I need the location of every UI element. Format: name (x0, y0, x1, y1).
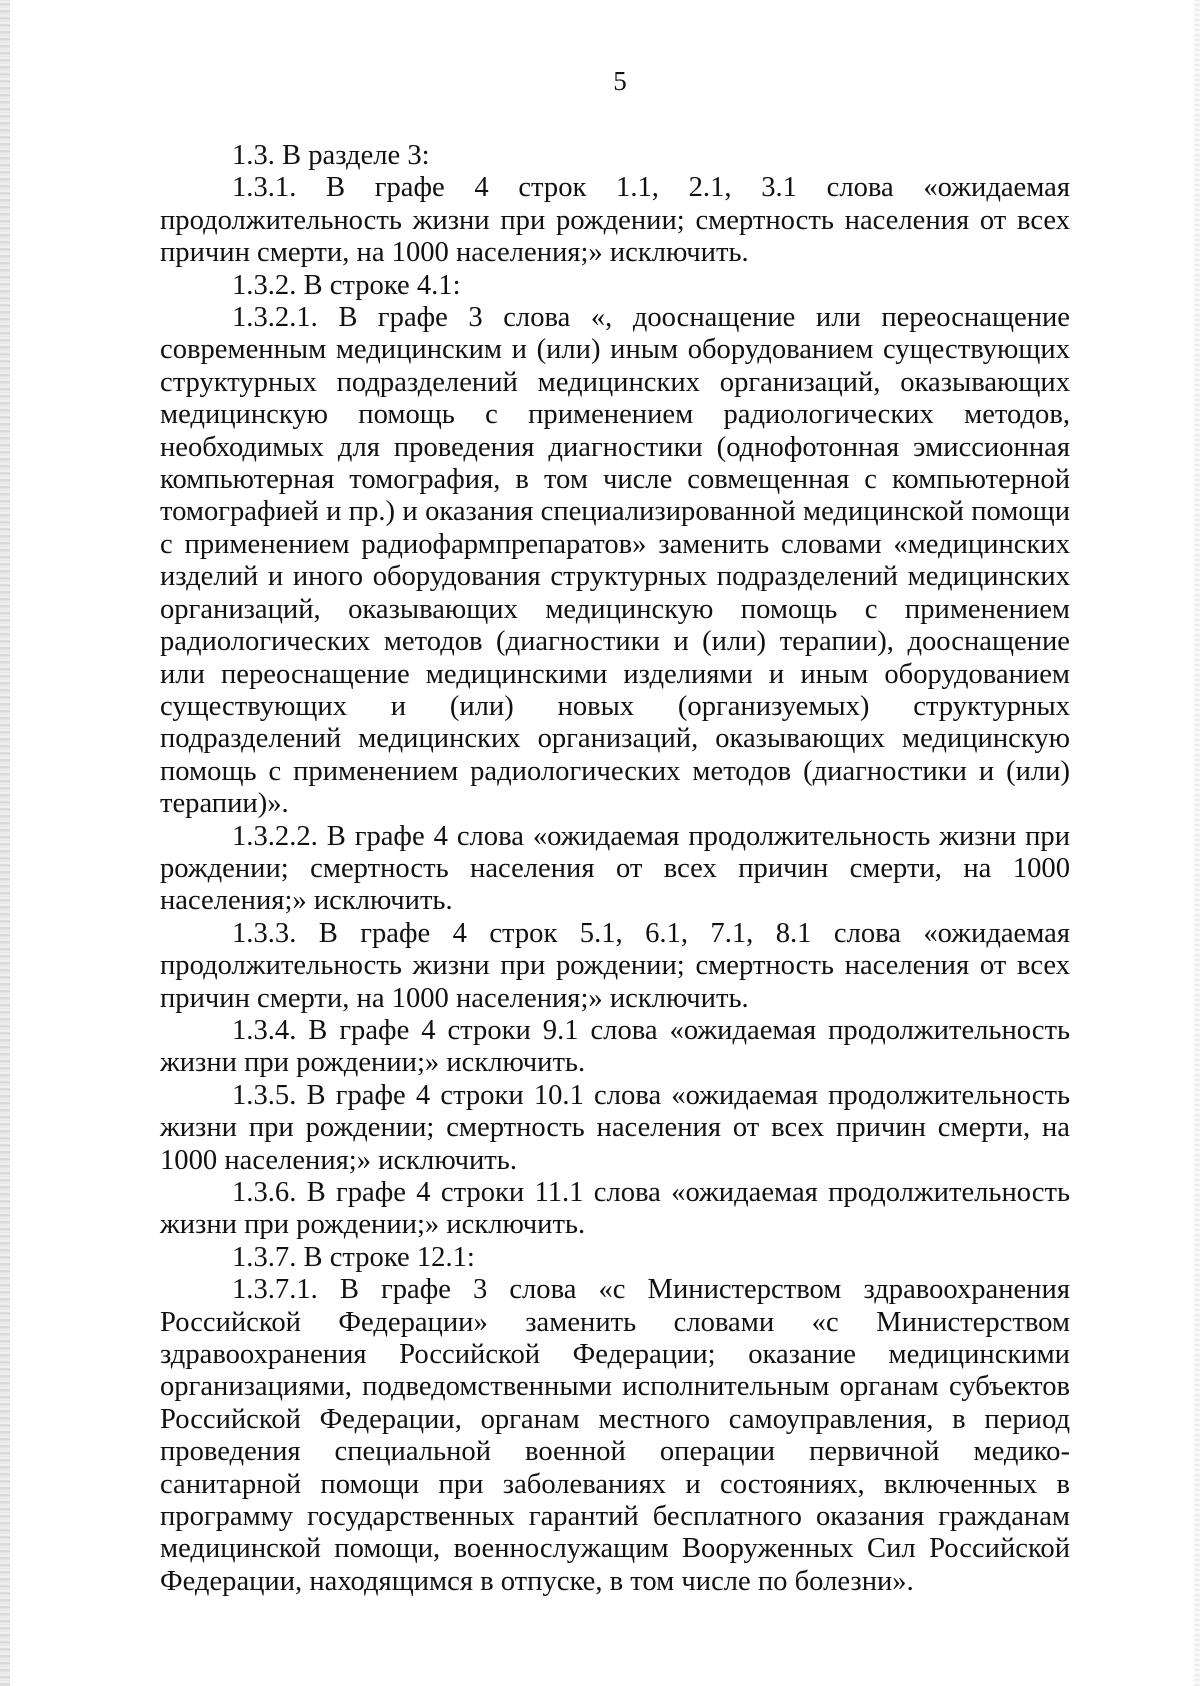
paragraph-1-3-2-1: 1.3.2.1. В графе 3 слова «, дооснащение или переоснащение современным медицинским и (или) иным оборудованием существующих структурных подразделений медицинских организаций, оказывающих медицинскую помощь с применением радиологических методов, необходимых для проведения диагностики (однофотонная эмиссионная компьютерная томография, в том числе совмещенная с компьютерной томографией и пр.) и оказания специализированной медицинской помощи с применением радиофармпрепаратов» заменить словами «медицинских изделий и иного оборудования структурных подразделений медицинских организаций, оказывающих медицинскую помощь с применением радиологических методов (диагностики и (или) терапии), дооснащение или переоснащение медицинскими изделиями и иным оборудованием существующих и (или) новых (организуемых) структурных подразделений медицинских организаций, оказывающих медицинскую помощь с применением радиологических методов (диагностики и (или) терапии)». (160, 302, 1070, 820)
paragraph-1-3-7-1: 1.3.7.1. В графе 3 слова «с Министерством здравоохранения Российской Федерации» заменить словами «с Министерством здравоохранения Российской Федерации; оказание медицинскими организациями, подведомственными исполнительным органам субъектов Российской Федерации, органам местного самоуправления, в период проведения специальной военной операции первичной медико-санитарной помощи при заболеваниях и состояниях, включенных в программу государственных гарантий бесплатного оказания гражданам медицинской помощи, военнослужащим Вооруженных Сил Российской Федерации, находящимся в отпуске, в том числе по болезни». (160, 1274, 1070, 1597)
scan-left-edge (0, 0, 10, 1686)
paragraph-1-3-1: 1.3.1. В графе 4 строк 1.1, 2.1, 3.1 слова «ожидаемая продолжительность жизни при рождении; смертность населения от всех причин смерти, на 1000 населения;» исключить. (160, 172, 1070, 269)
paragraph-1-3-4: 1.3.4. В графе 4 строки 9.1 слова «ожидаемая продолжительность жизни при рождении;» исключить. (160, 1014, 1070, 1079)
page-number: 5 (613, 66, 627, 96)
paragraph-1-3: 1.3. В разделе 3: (232, 140, 430, 171)
paragraph-1-3-7: 1.3.7. В строке 12.1: (232, 1241, 475, 1273)
document-body (160, 140, 1070, 1598)
scan-right-edge (1194, 0, 1200, 1686)
paragraph-1-3-5: 1.3.5. В графе 4 строки 10.1 слова «ожидаемая продолжительность жизни при рождении; смертность населения от всех причин смерти, на 1000 населения;» исключить. (160, 1079, 1070, 1176)
paragraph-1-3-2: 1.3.2. В строке 4.1: (232, 269, 461, 301)
paragraph-1-3-2-2: 1.3.2.2. В графе 4 слова «ожидаемая продолжительность жизни при рождении; смертность населения от всех причин смерти, на 1000 населения;» исключить. (160, 820, 1070, 917)
paragraph-1-3-6: 1.3.6. В графе 4 строки 11.1 слова «ожидаемая продолжительность жизни при рождении;» исключить. (160, 1177, 1070, 1241)
paragraph-1-3-3: 1.3.3. В графе 4 строк 5.1, 6.1, 7.1, 8.1 слова «ожидаемая продолжительность жизни при рождении; смертность населения от всех причин смерти, на 1000 населения;» исключить. (160, 917, 1070, 1014)
